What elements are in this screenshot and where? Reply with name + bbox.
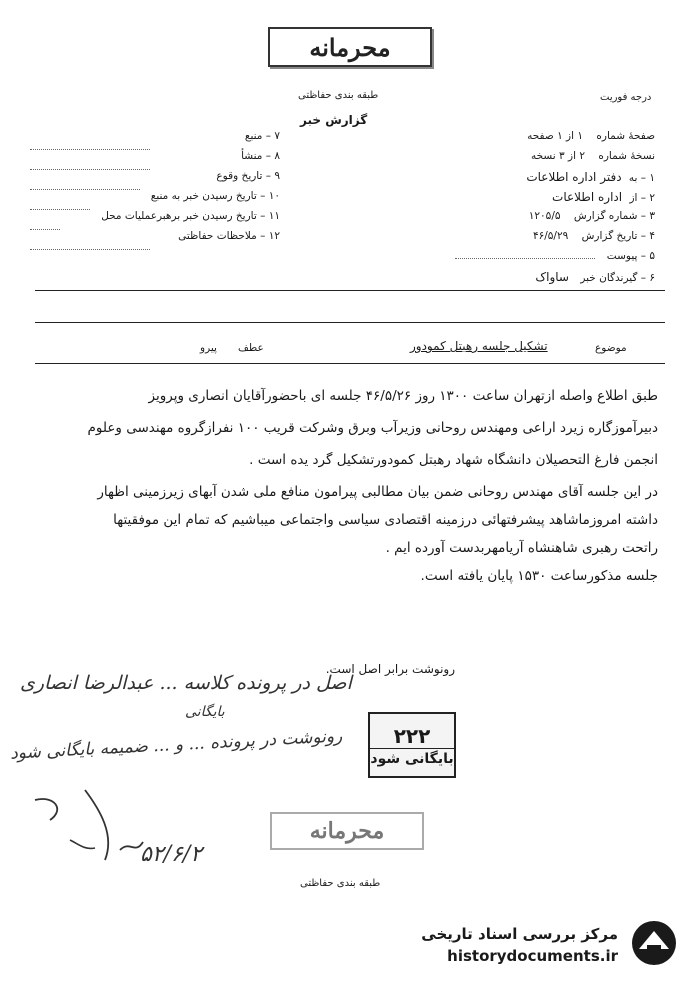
field-dotted-line bbox=[30, 210, 60, 230]
field-value: ۱۲۰۵/۵ bbox=[528, 210, 561, 222]
field-source bbox=[30, 130, 280, 150]
field-report-date bbox=[420, 230, 655, 250]
field-from bbox=[420, 190, 655, 210]
field-value: ۱ از ۱ صفحه bbox=[527, 130, 584, 142]
archive-stamp bbox=[368, 712, 456, 778]
body-line: راتحت رهبری شاهنشاه آریامهربدست آورده ایم . bbox=[385, 540, 658, 556]
field-label: ۴ – تاریخ گزارش bbox=[581, 230, 655, 242]
handwriting-date: ۵۲/۶/۲ bbox=[140, 842, 203, 867]
field-value: ۴۶/۵/۲۹ bbox=[532, 230, 569, 242]
body-line: جلسه مذکورساعت ۱۵۳۰ پایان یافته است. bbox=[420, 568, 658, 584]
field-label: نسخهٔ شماره bbox=[598, 150, 655, 162]
archive-stamp-number: ۲۲۲ bbox=[393, 723, 431, 748]
urgency-label: درجه فوریت bbox=[600, 92, 652, 103]
classification-stamp-bottom: محرمانه bbox=[270, 812, 424, 850]
field-recipients bbox=[420, 270, 655, 290]
field-dotted-line bbox=[455, 258, 595, 259]
field-value: اداره اطلاعات bbox=[552, 190, 623, 204]
separator-line bbox=[35, 290, 665, 291]
body-line: در این جلسه آقای مهندس روحانی ضمن بیان مطالبی پیرامون منافع ملی شدن آبهای زیرزمینی اظهار bbox=[97, 484, 658, 500]
field-label: ۱۱ – تاریخ رسیدن خبر برهبرعملیات محل bbox=[101, 210, 280, 222]
body-line: داشته امروزماشاهد پیشرفتهائی درزمینه اقتصادی سیاسی واجتماعی میباشیم که تمام این موفقیتها bbox=[113, 512, 658, 528]
field-report-number bbox=[420, 210, 655, 230]
field-label: ۳ – شماره گزارش bbox=[573, 210, 655, 222]
body-line: انجمن فارغ التحصیلان دانشگاه شهاد رهبتل کمودورتشکیل گرد یده است . bbox=[249, 452, 658, 468]
field-dotted-line bbox=[30, 150, 150, 170]
field-page-number bbox=[420, 130, 655, 150]
subject-label: موضوع bbox=[595, 342, 627, 354]
footer-website[interactable]: historydocuments.ir bbox=[447, 947, 618, 965]
classification-label-top: طبقه بندی حفاظتی bbox=[298, 90, 379, 101]
handwriting-line-2: بایگانی bbox=[185, 704, 225, 720]
field-security-notes bbox=[30, 230, 280, 250]
field-label: ۶ – گیرندگان خبر bbox=[580, 272, 655, 284]
archive-logo-icon bbox=[625, 919, 683, 967]
field-dotted-line bbox=[30, 230, 150, 250]
classification-label-bottom: طبقه بندی حفاظتی bbox=[300, 878, 381, 889]
handwriting-line-3: رونوشت در پرونده ... و ... ضمیمه بایگانی شود bbox=[9, 726, 343, 764]
closing-line: رونوشت برابر اصل است. bbox=[325, 662, 455, 676]
reference-label: عطف bbox=[238, 342, 264, 354]
reference-value: پیرو bbox=[200, 342, 217, 354]
field-attachment bbox=[420, 250, 655, 270]
right-fields bbox=[420, 130, 655, 290]
field-label: ۸ – منشأ bbox=[241, 150, 280, 162]
separator-line bbox=[35, 363, 665, 364]
field-label: ۱ – به bbox=[628, 172, 655, 184]
field-value: ساواک bbox=[535, 270, 569, 284]
field-copy-number bbox=[420, 150, 655, 170]
field-dotted-line bbox=[30, 130, 150, 150]
report-body bbox=[38, 388, 658, 596]
field-label: ۵ – پیوست bbox=[606, 250, 655, 262]
field-label: ۱۰ – تاریخ رسیدن خبر به منبع bbox=[150, 190, 280, 202]
footer-org-name: مرکز بررسی اسناد تاریخی bbox=[421, 925, 618, 943]
field-news-to-source-date bbox=[30, 190, 280, 210]
body-line: طبق اطلاع واصله ازتهران ساعت ۱۳۰۰ روز ۴۶/۵/۲۶ جلسه ای باحضورآقایان انصاری وپرویز bbox=[148, 388, 658, 404]
classification-stamp-top: محرمانه bbox=[268, 27, 432, 67]
signature-scribble bbox=[25, 780, 155, 870]
field-value: ۲ از ۳ نسخه bbox=[530, 150, 585, 162]
separator-line bbox=[35, 322, 665, 323]
field-to bbox=[420, 170, 655, 190]
subject-value: تشکیل جلسه رهبتل کمودور bbox=[410, 339, 548, 353]
field-label: ۹ – تاریخ وقوع bbox=[216, 170, 280, 182]
field-label: ۲ – از bbox=[629, 192, 655, 204]
field-value: دفتر اداره اطلاعات bbox=[526, 170, 622, 184]
field-origin bbox=[30, 150, 280, 170]
field-dotted-line bbox=[30, 170, 140, 190]
left-fields bbox=[30, 130, 280, 250]
field-label: ۱۲ – ملاحظات حفاظتی bbox=[178, 230, 280, 242]
archive-stamp-text: بایگانی شود bbox=[370, 748, 453, 767]
field-label: ۷ – منبع bbox=[244, 130, 280, 142]
body-line: دبیرآموزگاره زیرد اراعی ومهندس روحانی وزیرآب وبرق وشرکت قریب ۱۰۰ نفرازگروه مهندسی وعلوم bbox=[87, 420, 658, 436]
report-title: گزارش خبر bbox=[300, 113, 368, 127]
field-occurrence-date bbox=[30, 170, 280, 190]
field-news-to-operations-date bbox=[30, 210, 280, 230]
handwriting-line-1: اصل در پرونده کلاسه ... عبدالرضا انصاری bbox=[20, 672, 352, 694]
field-dotted-line bbox=[30, 190, 90, 210]
field-label: صفحهٔ شماره bbox=[596, 130, 655, 142]
